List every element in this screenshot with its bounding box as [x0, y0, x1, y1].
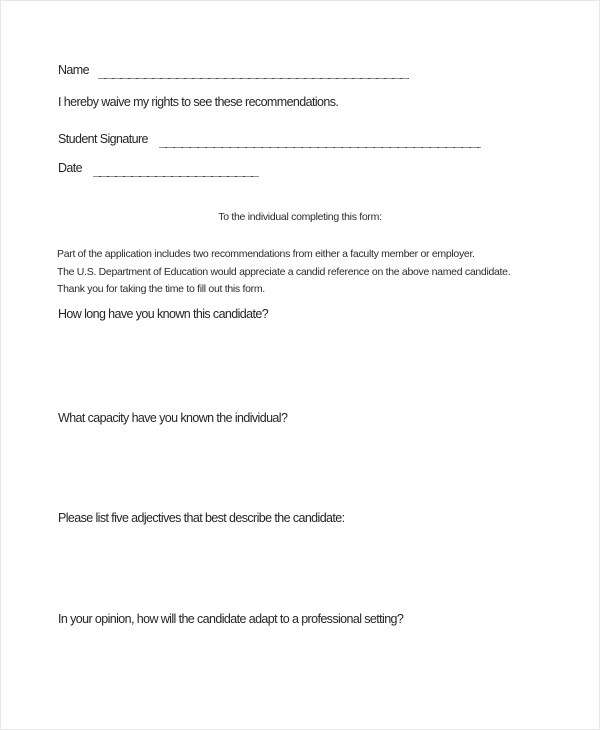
question-duration: How long have you known this candidate?: [58, 307, 269, 321]
name-field[interactable]: [98, 63, 409, 80]
section-heading: To the individual completing this form:: [218, 211, 382, 223]
question-adaptation: In your opinion, how will the candidate adapt to a professional setting?: [58, 612, 404, 626]
intro-line: Part of the application includes two recommendations from either a faculty member or employer.: [57, 248, 475, 260]
date-label: Date: [58, 161, 83, 175]
waiver-statement: I hereby waive my rights to see these recommendations.: [58, 95, 339, 109]
intro-line: Thank you for taking the time to fill out this form.: [57, 283, 265, 295]
intro-line: The U.S. Department of Education would appreciate a candid reference on the above named candidate.: [57, 265, 511, 278]
student-signature-label: Student Signature: [58, 132, 148, 146]
date-field[interactable]: [93, 161, 259, 178]
question-capacity: What capacity have you known the individual?: [58, 411, 288, 425]
question-adjectives: Please list five adjectives that best describe the candidate:: [58, 511, 345, 525]
student-signature-field[interactable]: [159, 132, 481, 149]
name-label: Name: [58, 63, 89, 77]
intro-paragraph: [57, 246, 510, 299]
